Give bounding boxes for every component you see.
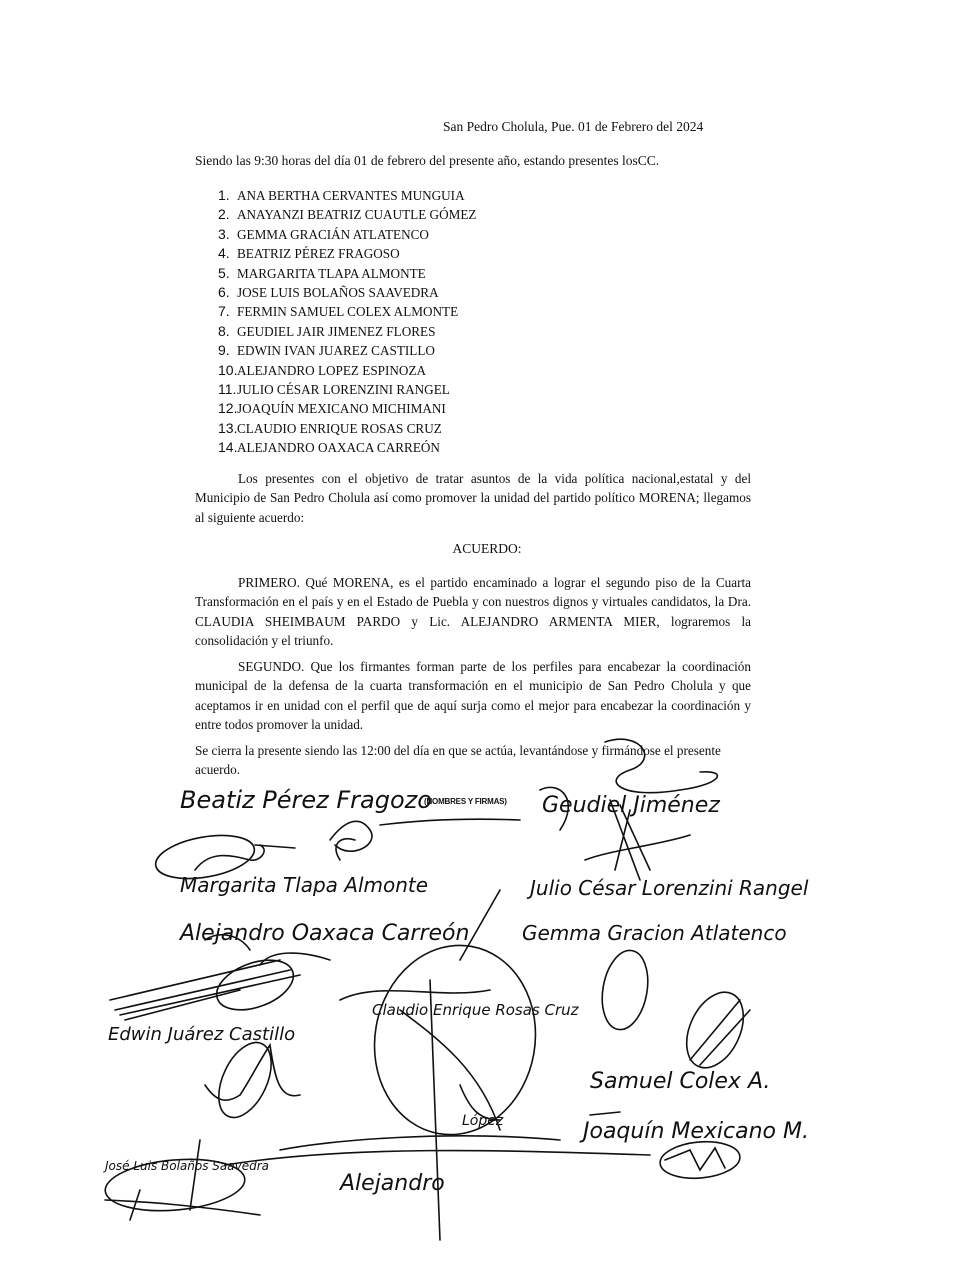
attendee-name: ALEJANDRO LOPEZ ESPINOZA bbox=[237, 362, 427, 378]
purpose-text: Los presentes con el objetivo de tratar asuntos de la vida política nacional,estatal y del Municipio de San Pedro Cholula así como promover la unidad del partido político MORENA; llegamos al siguiente acuerdo: bbox=[195, 471, 751, 525]
attendee-number: 3. bbox=[218, 225, 230, 242]
attendee-list bbox=[218, 186, 476, 457]
attendee-item bbox=[218, 419, 476, 438]
attendee-item bbox=[218, 399, 476, 418]
attendee-name: MARGARITA TLAPA ALMONTE bbox=[237, 265, 426, 281]
signature-claudio: Claudio Enrique Rosas Cruz bbox=[372, 1001, 579, 1019]
attendee-name: GEMMA GRACIÁN ATLATENCO bbox=[237, 226, 429, 242]
signature-margarita: Margarita Tlapa Almonte bbox=[180, 873, 429, 897]
attendee-item bbox=[218, 380, 476, 399]
attendee-number: 4. bbox=[218, 245, 230, 262]
first-clause-text: PRIMERO. Qué MORENA, es el partido encaminado a lograr el segundo piso de la Cuarta Transformación en el país y en el Estado de Puebla y con nuestros dignos y virtuales candidatos, la Dra. CLAUDIA SHEIMBAUM PARDO y Lic. ALEJANDRO ARMENTA MIER, lograremos la consolidación y el triunfo. bbox=[195, 575, 751, 649]
closing-text: Se cierra la presente siendo las 12:00 del día en que se actúa, levantándose y firmándose el presente acuerdo. bbox=[195, 743, 721, 777]
attendee-item bbox=[218, 244, 476, 263]
attendee-number: 2. bbox=[218, 206, 230, 223]
attendee-name: ANAYANZI BEATRIZ CUAUTLE GÓMEZ bbox=[237, 207, 477, 223]
attendee-item bbox=[218, 225, 476, 244]
attendee-number: 12. bbox=[218, 400, 238, 417]
attendee-item bbox=[218, 361, 476, 380]
attendee-item bbox=[218, 322, 476, 341]
attendee-number: 10. bbox=[218, 361, 238, 378]
attendee-name: JOAQUÍN MEXICANO MICHIMANI bbox=[237, 401, 446, 417]
signature-geudiel: Geudiel Jiménez bbox=[542, 793, 720, 818]
attendee-number: 1. bbox=[218, 187, 230, 203]
purpose-paragraph bbox=[195, 469, 751, 527]
agreement-title: ACUERDO: bbox=[452, 541, 522, 556]
attendee-item bbox=[218, 302, 476, 321]
intro-text: Siendo las 9:30 horas del día 01 de febrero del presente año, estando presentes losCC. bbox=[195, 153, 660, 168]
attendee-number: 14. bbox=[218, 439, 238, 456]
signatures-label: (NOMBRES Y FIRMAS) bbox=[424, 797, 507, 806]
signature-jose-luis: José Luis Bolaños Saavedra bbox=[105, 1159, 270, 1173]
signature-alejandro-oaxaca: Alejandro Oaxaca Carreón bbox=[180, 921, 470, 946]
attendee-number: 9. bbox=[218, 342, 230, 359]
attendee-item bbox=[218, 205, 476, 224]
attendee-name: FERMIN SAMUEL COLEX ALMONTE bbox=[237, 304, 459, 320]
attendee-name: CLAUDIO ENRIQUE ROSAS CRUZ bbox=[237, 420, 442, 436]
signature-lopez: López bbox=[462, 1113, 504, 1129]
place-date: San Pedro Cholula, Pue. 01 de Febrero del 2024 bbox=[443, 119, 704, 134]
attendee-name: GEUDIEL JAIR JIMENEZ FLORES bbox=[237, 323, 436, 339]
signature-alejandro: Alejandro bbox=[340, 1171, 445, 1196]
attendee-number: 8. bbox=[218, 322, 230, 339]
signature-julio: Julio César Lorenzini Rangel bbox=[530, 876, 809, 900]
signature-gemma: Gemma Gracion Atlatenco bbox=[522, 921, 787, 945]
attendee-number: 5. bbox=[218, 264, 230, 281]
second-clause bbox=[195, 657, 751, 735]
attendee-name: ALEJANDRO OAXACA CARREÓN bbox=[237, 440, 440, 456]
attendee-number: 7. bbox=[218, 303, 230, 320]
attendee-item bbox=[218, 186, 476, 205]
attendee-number: 11. bbox=[218, 380, 237, 397]
first-clause bbox=[195, 573, 751, 651]
attendee-number: 6. bbox=[218, 283, 230, 300]
attendee-name: EDWIN IVAN JUAREZ CASTILLO bbox=[237, 343, 435, 359]
signature-beatriz: Beatiz Pérez Fragozo bbox=[180, 786, 432, 814]
signature-edwin: Edwin Juárez Castillo bbox=[108, 1024, 296, 1045]
attendee-name: BEATRIZ PÉREZ FRAGOSO bbox=[237, 246, 400, 262]
attendee-name: ANA BERTHA CERVANTES MUNGUIA bbox=[237, 188, 465, 203]
signature-joaquin: Joaquín Mexicano M. bbox=[583, 1119, 809, 1144]
attendee-name: JULIO CÉSAR LORENZINI RANGEL bbox=[237, 381, 450, 397]
attendee-name: JOSE LUIS BOLAÑOS SAAVEDRA bbox=[237, 284, 439, 300]
second-clause-text: SEGUNDO. Que los firmantes forman parte de los perfiles para encabezar la coordinación municipal de la defensa de la cuarta transformación en el municipio de San Pedro Cholula y que aceptamos ir en unidad con el perfil que de aquí surja como el mejor para encabezar la coordinación y entre todos promover la unidad. bbox=[195, 659, 751, 733]
attendee-item bbox=[218, 341, 476, 360]
attendee-item bbox=[218, 264, 476, 283]
attendee-item bbox=[218, 283, 476, 302]
attendee-number: 13. bbox=[218, 419, 238, 436]
attendee-item bbox=[218, 438, 476, 457]
signature-samuel: Samuel Colex A. bbox=[590, 1069, 771, 1094]
